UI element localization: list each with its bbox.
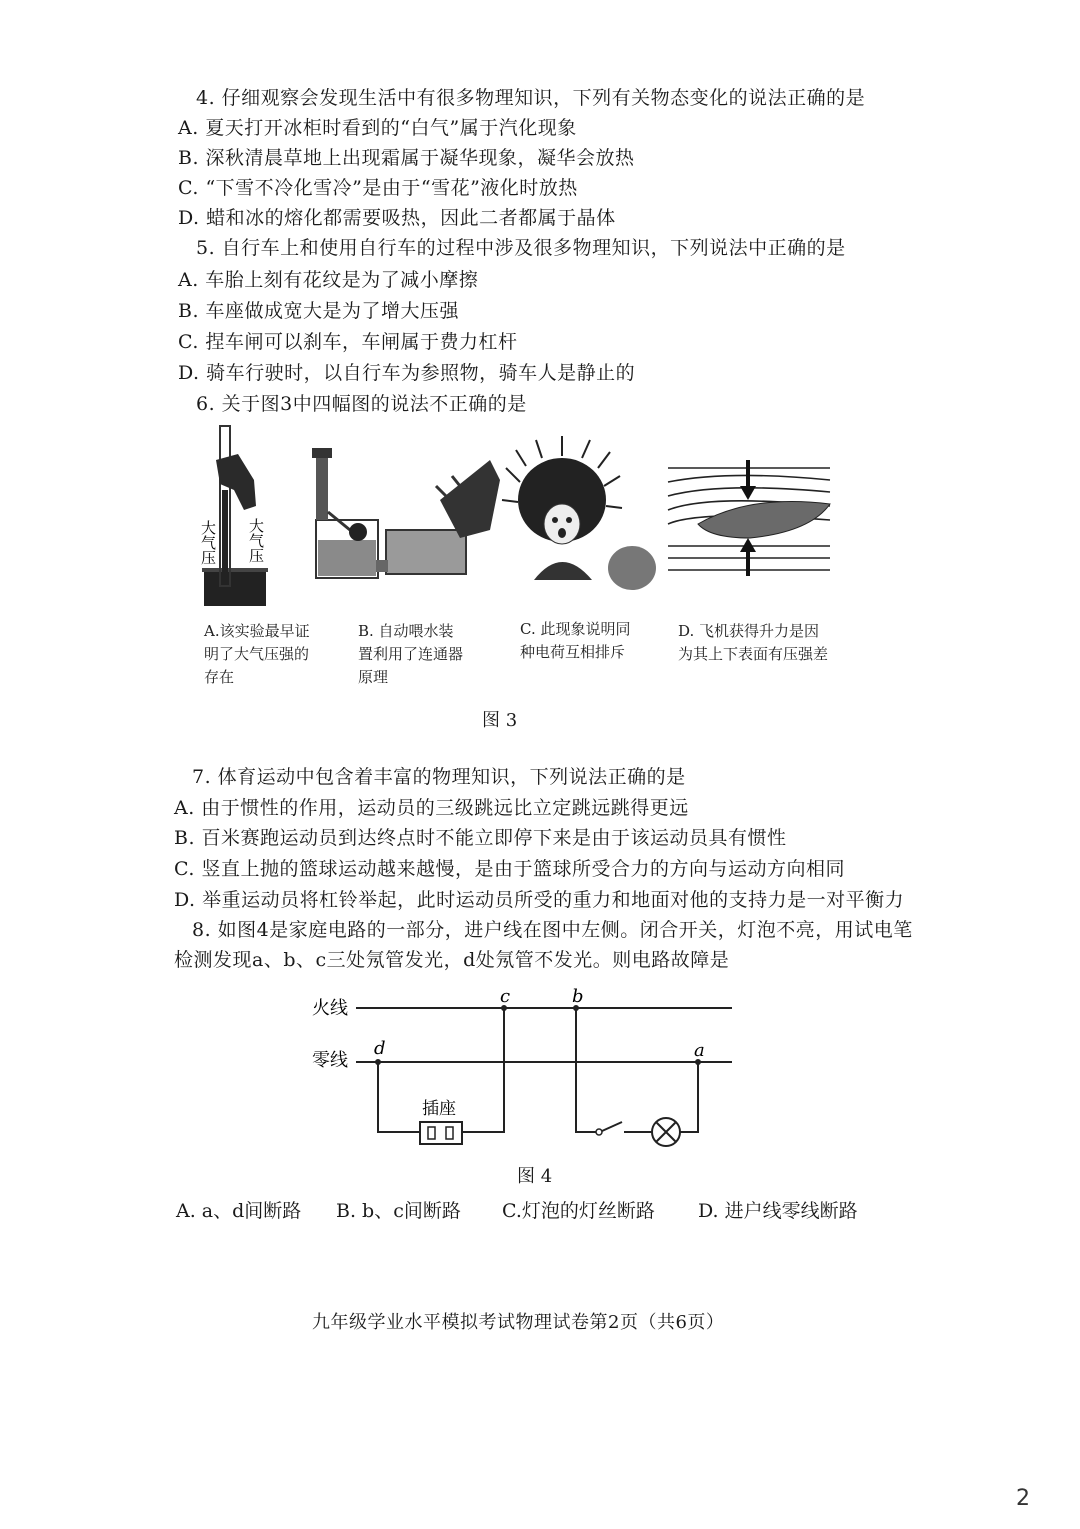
q8-stem-line1: 8. 如图4是家庭电路的一部分，进户线在图中左侧。闭合开关，灯泡不亮，用试电笔 (192, 919, 913, 941)
fig3d-wing-airflow-icon (668, 460, 830, 576)
fig3a-label-right: 大气压 (247, 518, 265, 563)
fig3a-caption-line2: 明了大气压强的 (204, 645, 310, 663)
q7-option-c: C. 竖直上抛的篮球运动越来越慢，是由于篮球所受合力的方向与运动方向相同 (174, 858, 845, 880)
figure-3 (190, 420, 850, 620)
page-footer: 九年级学业水平模拟考试物理试卷第2页（共6页） (312, 1312, 725, 1333)
fig3b-water-feeder-icon (312, 448, 500, 578)
q5-stem: 5. 自行车上和使用自行车的过程中涉及很多物理知识，下列说法中正确的是 (196, 237, 846, 259)
fig3a-torricelli-icon (199, 426, 268, 606)
point-c-label: c (500, 986, 511, 1007)
q4-option-a: A. 夏天打开冰柜时看到的“白气”属于汽化现象 (178, 117, 577, 139)
fig3b-caption-line1: B. 自动喂水装 (358, 622, 454, 640)
lamp-icon (652, 1118, 680, 1146)
q8-option-b: B. b、c间断路 (336, 1200, 461, 1222)
point-b-label: b (572, 986, 584, 1007)
fig3b-caption-line2: 置利用了连通器 (358, 645, 464, 663)
fig3a-caption-line1: A.该实验最早证 (204, 622, 310, 640)
fig3b-caption-line3: 原理 (358, 668, 389, 686)
point-d-label: d (374, 1038, 386, 1059)
point-a-label: a (694, 1040, 705, 1061)
q4-option-b: B. 深秋清晨草地上出现霜属于凝华现象，凝华会放热 (178, 147, 635, 169)
switch-icon (602, 1122, 622, 1131)
fig3b-caption (358, 620, 463, 689)
q8-option-c: C.灯泡的灯丝断路 (502, 1200, 655, 1222)
q6-stem: 6. 关于图3中四幅图的说法不正确的是 (196, 393, 527, 415)
socket-icon (420, 1122, 462, 1144)
q4-stem: 4. 仔细观察会发现生活中有很多物理知识，下列有关物态变化的说法正确的是 (196, 87, 866, 109)
q7-option-a: A. 由于惯性的作用，运动员的三级跳远比立定跳远跳得更远 (174, 797, 689, 819)
lamp-branch (576, 1008, 596, 1132)
q5-option-b: B. 车座做成宽大是为了增大压强 (178, 300, 460, 322)
fig3c-caption-line2: 种电荷互相排斥 (520, 643, 626, 661)
fig3c-caption (520, 618, 630, 664)
q4-option-d: D. 蜡和冰的熔化都需要吸热，因此二者都属于晶体 (178, 207, 616, 229)
neutral-wire-label: 零线 (312, 1050, 348, 1071)
fig3d-caption-line1: D. 飞机获得升力是因 (678, 622, 820, 640)
q8-option-d: D. 进户线零线断路 (698, 1200, 858, 1222)
live-wire-label: 火线 (312, 998, 348, 1019)
q5-option-a: A. 车胎上刻有花纹是为了减小摩擦 (178, 269, 479, 291)
figure-3-label: 图 3 (482, 710, 518, 731)
fig3d-caption-line2: 为其上下表面有压强差 (678, 645, 829, 663)
fig3a-label-left: 大气压 (199, 520, 217, 565)
q4-option-c: C. “下雪不冷化雪冷”是由于“雪花”液化时放热 (178, 177, 578, 199)
q8-option-a: A. a、d间断路 (176, 1200, 302, 1222)
q7-option-b: B. 百米赛跑运动员到达终点时不能立即停下来是由于该运动员具有惯性 (174, 827, 787, 849)
fig3a-caption-line3: 存在 (204, 668, 235, 686)
fig3c-caption-line1: C. 此现象说明同 (520, 620, 631, 638)
fig3d-caption (678, 620, 828, 666)
socket-label: 插座 (422, 1099, 456, 1119)
q5-option-d: D. 骑车行驶时，以自行车为参照物，骑车人是静止的 (178, 362, 636, 384)
fig3c-static-hair-icon (502, 436, 656, 590)
q8-stem-line2: 检测发现a、b、c三处氖管发光，d处氖管不发光。则电路故障是 (174, 949, 730, 971)
q5-option-c: C. 捏车闸可以刹车，车闸属于费力杠杆 (178, 331, 518, 353)
q7-option-d: D. 举重运动员将杠铃举起，此时运动员所受的重力和地面对他的支持力是一对平衡力 (174, 889, 905, 911)
figure-4-circuit (300, 984, 750, 1154)
figure-4-label: 图 4 (517, 1166, 553, 1187)
page-number: 2 (1016, 1486, 1030, 1511)
q7-stem: 7. 体育运动中包含着丰富的物理知识，下列说法正确的是 (192, 766, 686, 788)
fig3a-caption (204, 620, 310, 689)
